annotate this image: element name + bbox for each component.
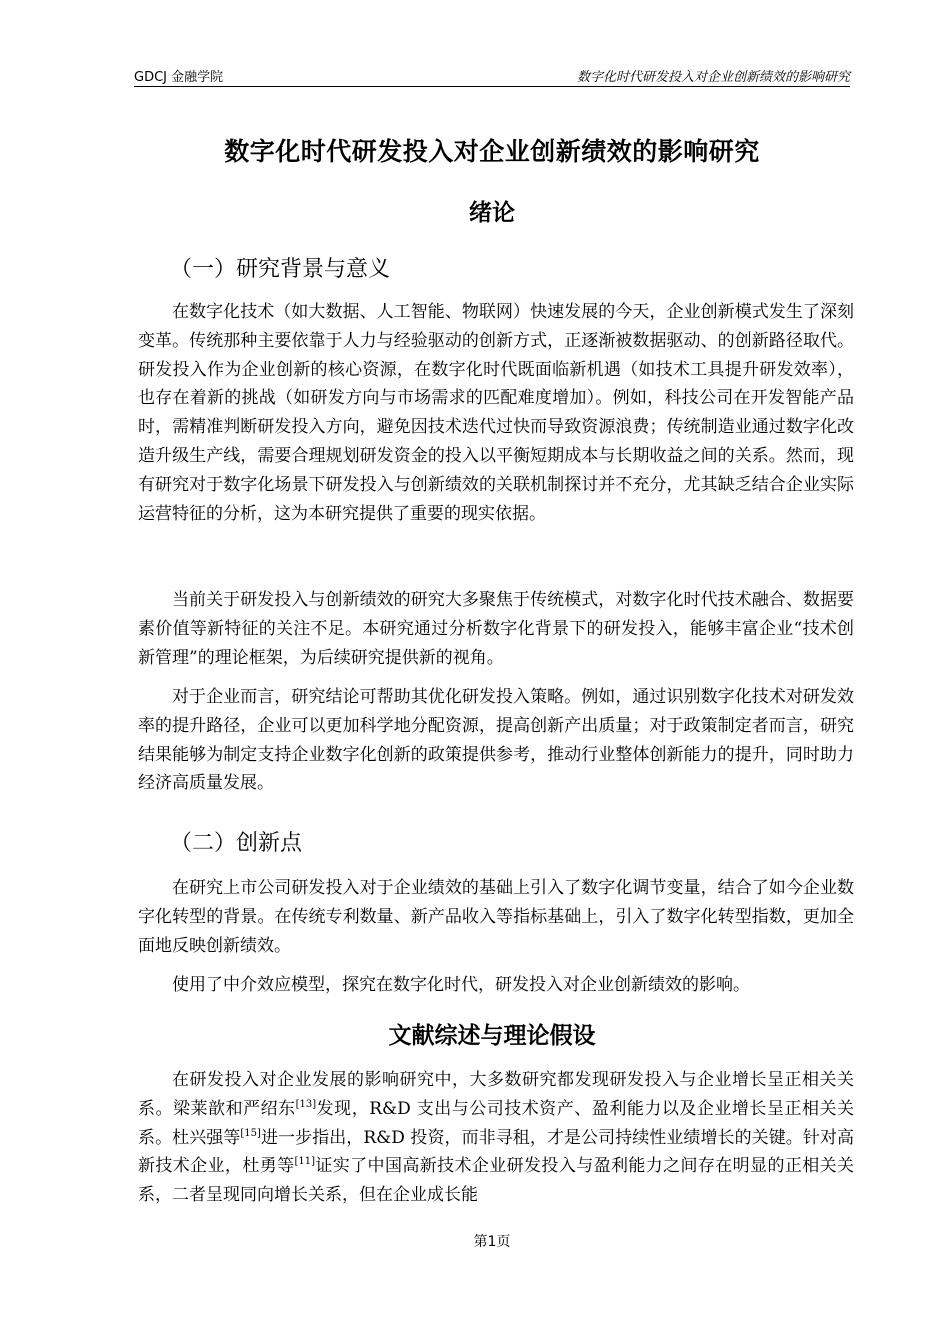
- text-run: 发现，R&D 支出与公司技术资产、盈利能力以及企业增长呈正相关关系。杜兴强等: [138, 1098, 855, 1148]
- header-paper-title: 数字化时代研发投入对企业创新绩效的影响研究: [576, 70, 850, 85]
- paragraph: [138, 1066, 854, 1210]
- paragraph: 当前关于研发投入与创新绩效的研究大多聚焦于传统模式，对数字化时代技术融合、数据要素价值等新特征的关注不足。本研究通过分析数字化背景下的研发投入，能够丰富企业“技术创新管理”的理论框架，为后续研究提供新的视角。: [138, 590, 854, 668]
- section-heading-innovation: （二）创新点: [170, 831, 303, 856]
- paragraph: 在研究上市公司研发投入对于企业绩效的基础上引入了数字化调节变量，结合了如今企业数字化转型的背景。在传统专利数量、新产品收入等指标基础上，引入了数字化转型指数，更加全面地反映创新绩效。: [138, 878, 854, 956]
- page-header: [134, 64, 850, 87]
- paper-title: 数字化时代研发投入对企业创新绩效的影响研究: [224, 137, 760, 166]
- literature-heading: 文献综述与理论假设: [388, 1023, 596, 1049]
- page-number: 第1页: [473, 1234, 511, 1250]
- citation: [15]: [240, 1127, 261, 1139]
- paragraph: 使用了中介效应模型，探究在数字化时代，研发投入对企业创新绩效的影响。: [172, 975, 750, 995]
- citation: [13]: [295, 1098, 317, 1110]
- section-heading-background: （一）研究背景与意义: [170, 257, 391, 282]
- text-run: 在研发投入对企业发展的影响研究中，大多数研究都发现研发投入与企业增长呈正相关关系。梁莱歆和严绍东: [138, 1070, 854, 1119]
- text-run: 证实了中国高新技术企业研发投入与盈利能力之间存在明显的正相关关系，二者呈现同向增长关系，但在企业成长能: [138, 1156, 855, 1206]
- text-run: 进一步指出，R&D 投资，而非寻租，才是公司持续性业绩增长的关键。针对高新技术企业，杜勇等: [138, 1127, 855, 1177]
- intro-heading: 绪论: [469, 200, 515, 226]
- paragraph: 在数字化技术（如大数据、人工智能、物联网）快速发展的今天，企业创新模式发生了深刻变革。传统那种主要依靠于人力与经验驱动的创新方式，正逐渐被数据驱动、的创新路径取代。研发投入作为企业创新的核心资源，在数字化时代既面临新机遇（如技术工具提升研发效率），也存在着新的挑战（如研发方向与市场需求的匹配难度增加）。例如，科技公司在开发智能产品时，需精准判断研发投入方向，避免因技术迭代过快而导致资源浪费；传统制造业通过数字化改造升级生产线，需要合理规划研发资金的投入以平衡短期成本与长期收益之间的关系。然而，现有研究对于数字化场景下研发投入与创新绩效的关联机制探讨并不充分，尤其缺乏结合企业实际运营特征的分析，这为本研究提供了重要的现实依据。: [138, 302, 854, 524]
- paragraph: 对于企业而言，研究结论可帮助其优化研发投入策略。例如，通过识别数字化技术对研发效率的提升路径，企业可以更加科学地分配资源，提高创新产出质量；对于政策制定者而言，研究结果能够为制定支持企业数字化创新的政策提供参考，推动行业整体创新能力的提升，同时助力经济高质量发展。: [138, 687, 854, 794]
- header-school: GDCJ 金融学院: [134, 70, 224, 85]
- citation: [11]: [294, 1156, 316, 1168]
